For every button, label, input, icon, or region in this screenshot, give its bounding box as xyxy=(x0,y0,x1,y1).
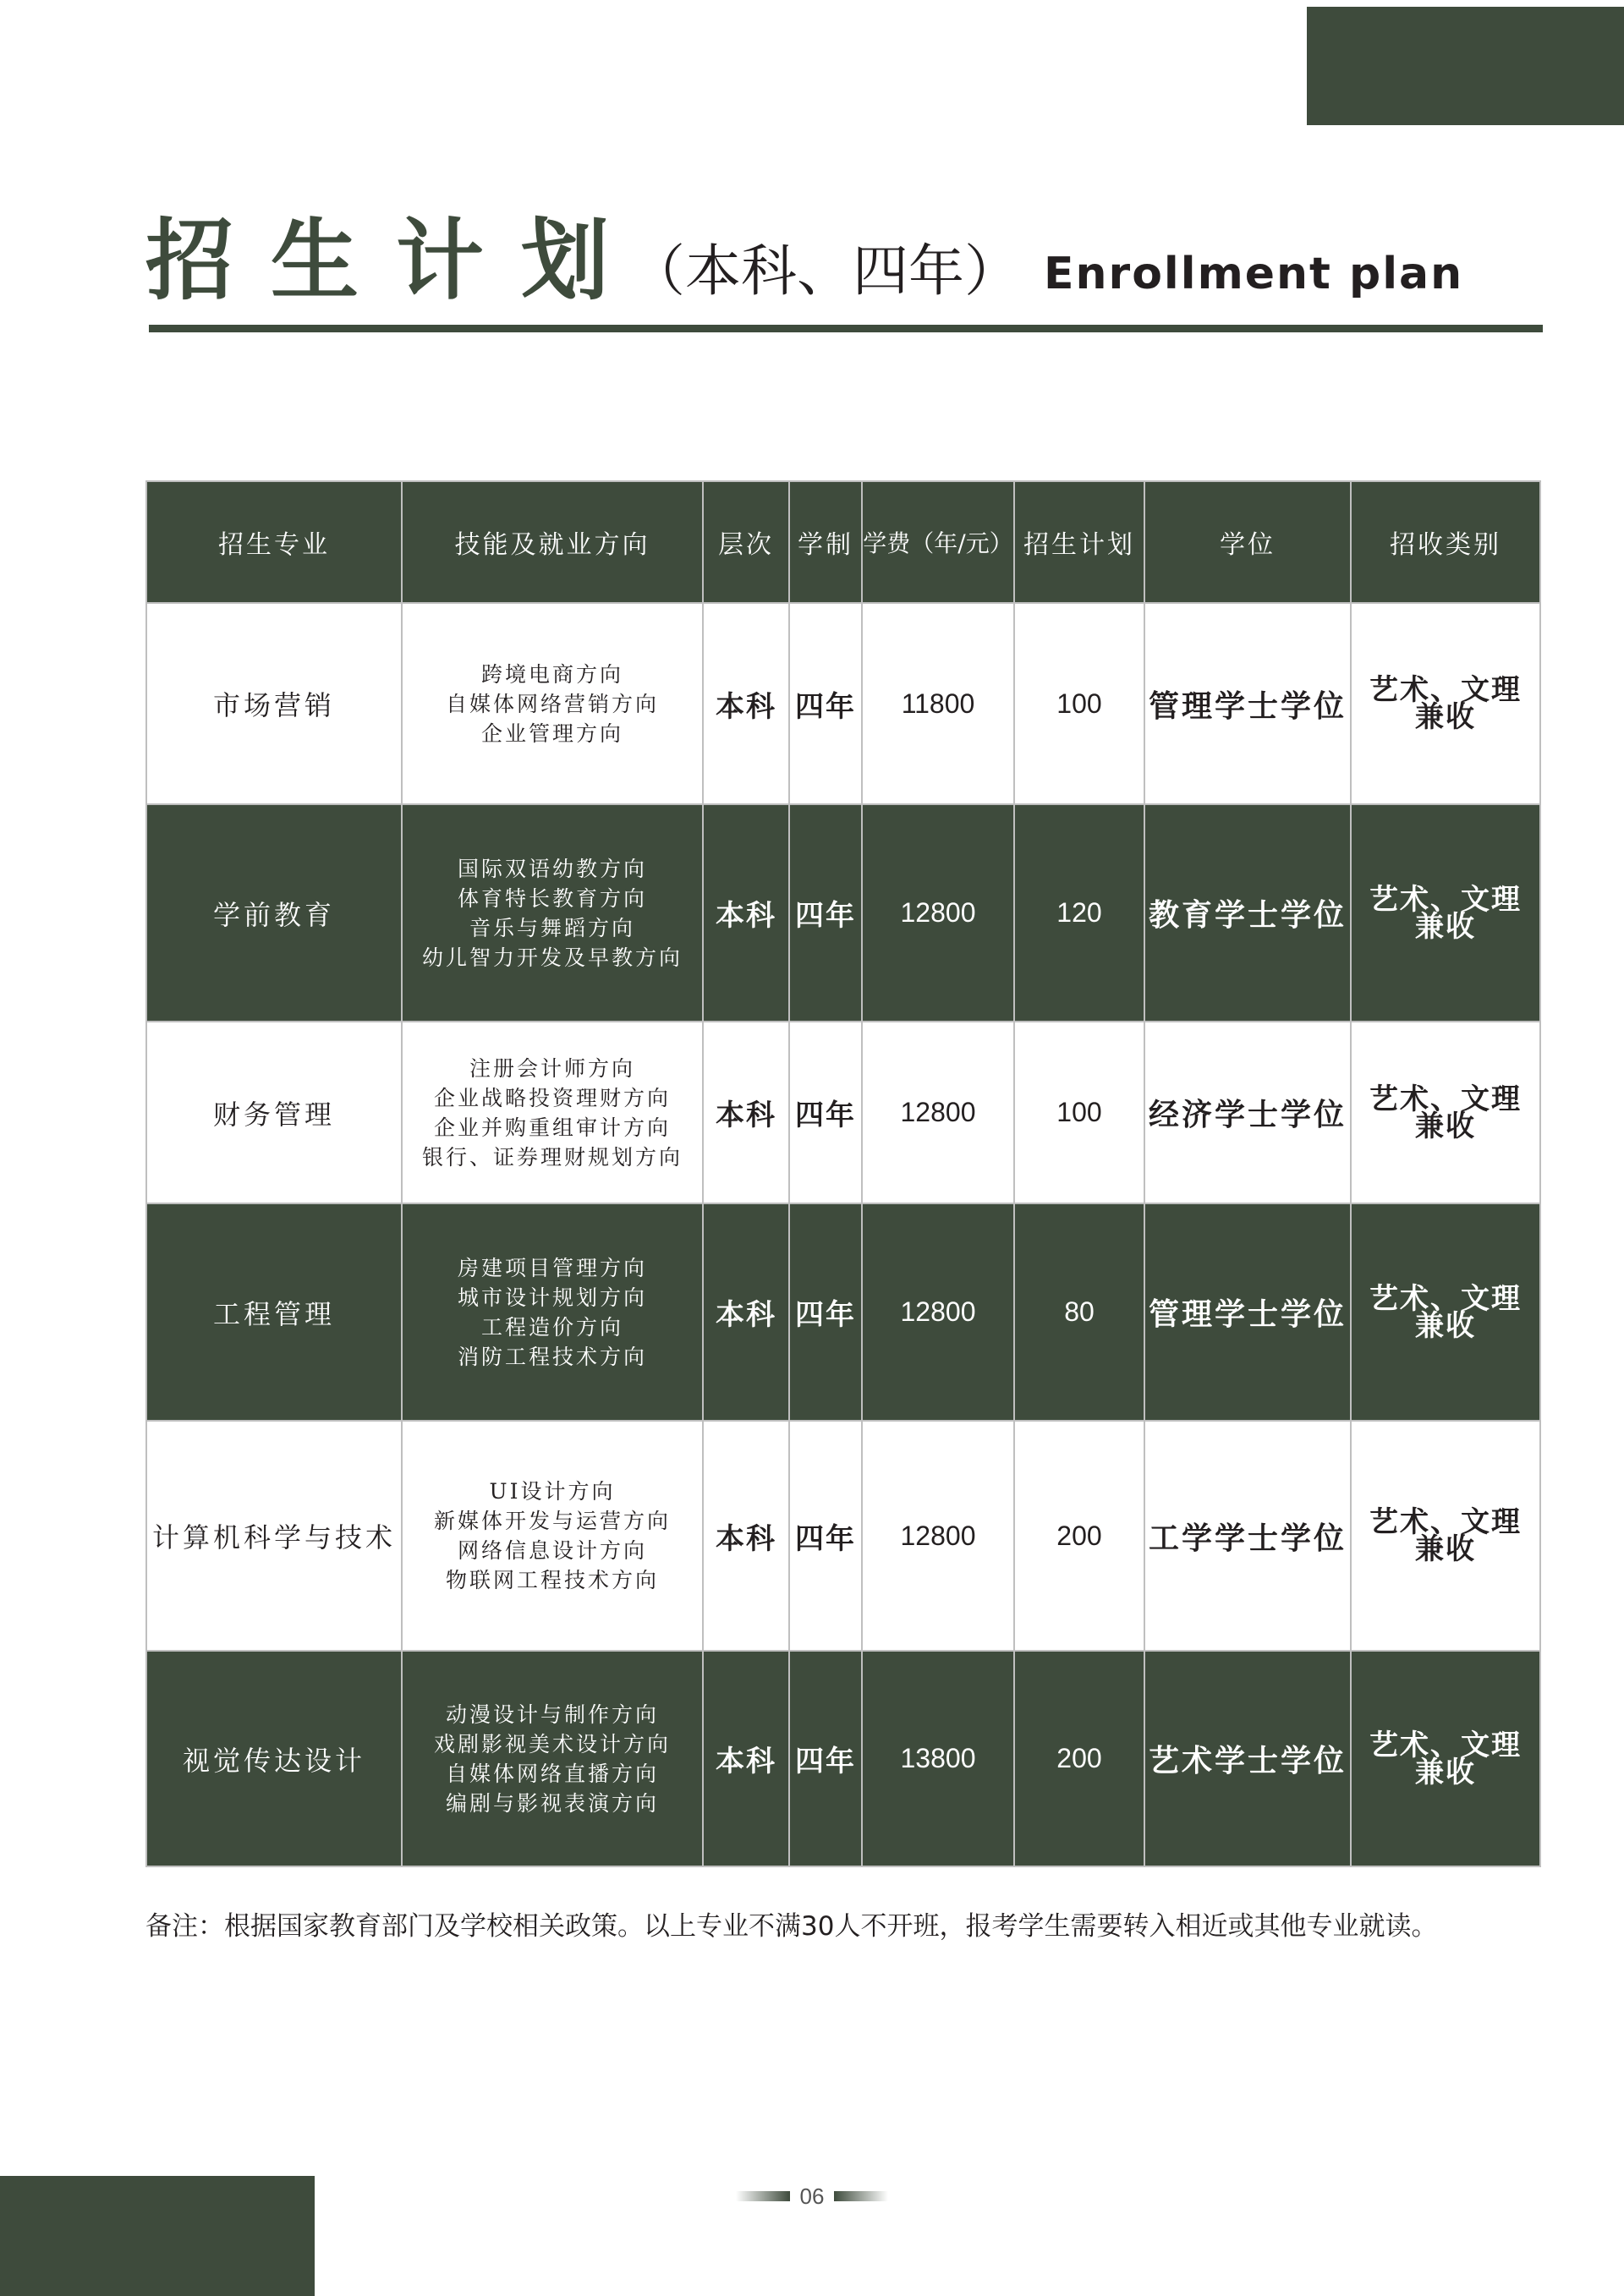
fee-cell: 12800 xyxy=(862,1203,1014,1421)
table-row xyxy=(146,1203,1540,1421)
degree-cell: 经济学士学位 xyxy=(1144,1022,1351,1203)
title-subtitle: （本科、四年） xyxy=(629,238,1021,304)
directions-cell xyxy=(402,1421,703,1651)
footnote: 备注：根据国家教育部门及学校相关政策。以上专业不满30人不开班，报考学生需要转入相近或其他专业就读。 xyxy=(145,1911,1438,1942)
header-degree: 学位 xyxy=(1144,481,1351,603)
duration-cell: 四年 xyxy=(789,804,862,1022)
direction-item: 幼儿智力开发及早教方向 xyxy=(421,945,683,970)
direction-item: 体育特长教育方向 xyxy=(457,885,647,911)
title-chinese: 招生计划 xyxy=(145,208,647,312)
direction-item: 动漫设计与制作方向 xyxy=(445,1701,659,1727)
category-cell xyxy=(1351,1203,1540,1421)
category-line: 兼收 xyxy=(1415,700,1476,734)
category-cell xyxy=(1351,1421,1540,1651)
directions-cell xyxy=(402,603,703,804)
quota-cell: 200 xyxy=(1014,1651,1144,1866)
enrollment-table xyxy=(145,480,1541,1867)
level-cell: 本科 xyxy=(703,1203,789,1421)
direction-item: UI设计方向 xyxy=(489,1479,616,1504)
header-directions: 技能及就业方向 xyxy=(402,481,703,603)
table-row xyxy=(146,1022,1540,1203)
table-row xyxy=(146,603,1540,804)
header-major: 招生专业 xyxy=(146,481,402,603)
page-title xyxy=(145,195,1541,312)
direction-item: 戏剧影视美术设计方向 xyxy=(433,1731,671,1756)
category-line: 艺术、文理 xyxy=(1369,1281,1522,1316)
fee-cell: 12800 xyxy=(862,804,1014,1022)
page-number-bar-left xyxy=(736,2191,790,2201)
category-line: 艺术、文理 xyxy=(1369,1728,1522,1762)
header-duration: 学制 xyxy=(789,481,862,603)
corner-decoration-bottom xyxy=(0,2176,315,2296)
degree-cell: 管理学士学位 xyxy=(1144,1203,1351,1421)
quota-cell: 200 xyxy=(1014,1421,1144,1651)
direction-item: 城市设计规划方向 xyxy=(457,1285,647,1310)
major-cell: 计算机科学与技术 xyxy=(146,1421,402,1651)
table-row xyxy=(146,804,1540,1022)
direction-item: 消防工程技术方向 xyxy=(457,1344,647,1369)
direction-item: 跨境电商方向 xyxy=(480,661,623,687)
table-row xyxy=(146,1651,1540,1866)
category-cell xyxy=(1351,603,1540,804)
header-fee: 学费（年/元） xyxy=(862,481,1014,603)
direction-item: 工程造价方向 xyxy=(480,1314,623,1340)
directions-cell xyxy=(402,1022,703,1203)
direction-item: 企业并购重组审计方向 xyxy=(433,1115,671,1140)
direction-item: 编剧与影视表演方向 xyxy=(445,1790,659,1816)
level-cell: 本科 xyxy=(703,1421,789,1651)
category-line: 兼收 xyxy=(1415,1109,1476,1143)
category-line: 兼收 xyxy=(1415,909,1476,944)
major-cell: 工程管理 xyxy=(146,1203,402,1421)
category-cell xyxy=(1351,1022,1540,1203)
page-number xyxy=(736,2182,888,2211)
title-divider xyxy=(149,325,1543,332)
direction-item: 网络信息设计方向 xyxy=(457,1538,647,1563)
category-line: 艺术、文理 xyxy=(1369,1082,1522,1116)
header-level: 层次 xyxy=(703,481,789,603)
degree-cell: 教育学士学位 xyxy=(1144,804,1351,1022)
direction-item: 自媒体网络直播方向 xyxy=(445,1761,659,1786)
directions-cell xyxy=(402,804,703,1022)
category-line: 兼收 xyxy=(1415,1532,1476,1566)
fee-cell: 12800 xyxy=(862,1022,1014,1203)
duration-cell: 四年 xyxy=(789,603,862,804)
category-cell xyxy=(1351,1651,1540,1866)
fee-cell: 13800 xyxy=(862,1651,1014,1866)
degree-cell: 管理学士学位 xyxy=(1144,603,1351,804)
table-header-row xyxy=(146,481,1540,603)
category-line: 艺术、文理 xyxy=(1369,673,1522,707)
page-number-bar-right xyxy=(834,2191,888,2201)
page-number-text: 06 xyxy=(799,2183,825,2209)
category-cell xyxy=(1351,804,1540,1022)
category-line: 兼收 xyxy=(1415,1308,1476,1343)
major-cell: 学前教育 xyxy=(146,804,402,1022)
header-category: 招收类别 xyxy=(1351,481,1540,603)
quota-cell: 120 xyxy=(1014,804,1144,1022)
category-line: 艺术、文理 xyxy=(1369,1505,1522,1539)
header-quota: 招生计划 xyxy=(1014,481,1144,603)
degree-cell: 艺术学士学位 xyxy=(1144,1651,1351,1866)
category-line: 兼收 xyxy=(1415,1755,1476,1789)
table-row xyxy=(146,1421,1540,1651)
level-cell: 本科 xyxy=(703,1651,789,1866)
major-cell: 市场营销 xyxy=(146,603,402,804)
duration-cell: 四年 xyxy=(789,1022,862,1203)
direction-item: 物联网工程技术方向 xyxy=(445,1568,659,1592)
fee-cell: 11800 xyxy=(862,603,1014,804)
category-line: 艺术、文理 xyxy=(1369,882,1522,917)
direction-item: 企业管理方向 xyxy=(480,721,623,746)
quota-cell: 100 xyxy=(1014,1022,1144,1203)
direction-item: 自媒体网络营销方向 xyxy=(445,691,659,716)
direction-item: 银行、证券理财规划方向 xyxy=(421,1144,683,1170)
direction-item: 房建项目管理方向 xyxy=(457,1255,647,1280)
direction-item: 新媒体开发与运营方向 xyxy=(433,1509,671,1533)
level-cell: 本科 xyxy=(703,603,789,804)
title-english: Enrollment plan xyxy=(1044,249,1464,299)
quota-cell: 80 xyxy=(1014,1203,1144,1421)
fee-cell: 12800 xyxy=(862,1421,1014,1651)
quota-cell: 100 xyxy=(1014,603,1144,804)
direction-item: 国际双语幼教方向 xyxy=(457,856,647,881)
directions-cell xyxy=(402,1651,703,1866)
direction-item: 音乐与舞蹈方向 xyxy=(469,915,635,940)
major-cell: 视觉传达设计 xyxy=(146,1651,402,1866)
degree-cell: 工学学士学位 xyxy=(1144,1421,1351,1651)
direction-item: 注册会计师方向 xyxy=(469,1055,635,1081)
duration-cell: 四年 xyxy=(789,1651,862,1866)
duration-cell: 四年 xyxy=(789,1203,862,1421)
direction-item: 企业战略投资理财方向 xyxy=(433,1085,671,1110)
level-cell: 本科 xyxy=(703,1022,789,1203)
directions-cell xyxy=(402,1203,703,1421)
corner-decoration-top xyxy=(1307,7,1624,125)
major-cell: 财务管理 xyxy=(146,1022,402,1203)
duration-cell: 四年 xyxy=(789,1421,862,1651)
level-cell: 本科 xyxy=(703,804,789,1022)
